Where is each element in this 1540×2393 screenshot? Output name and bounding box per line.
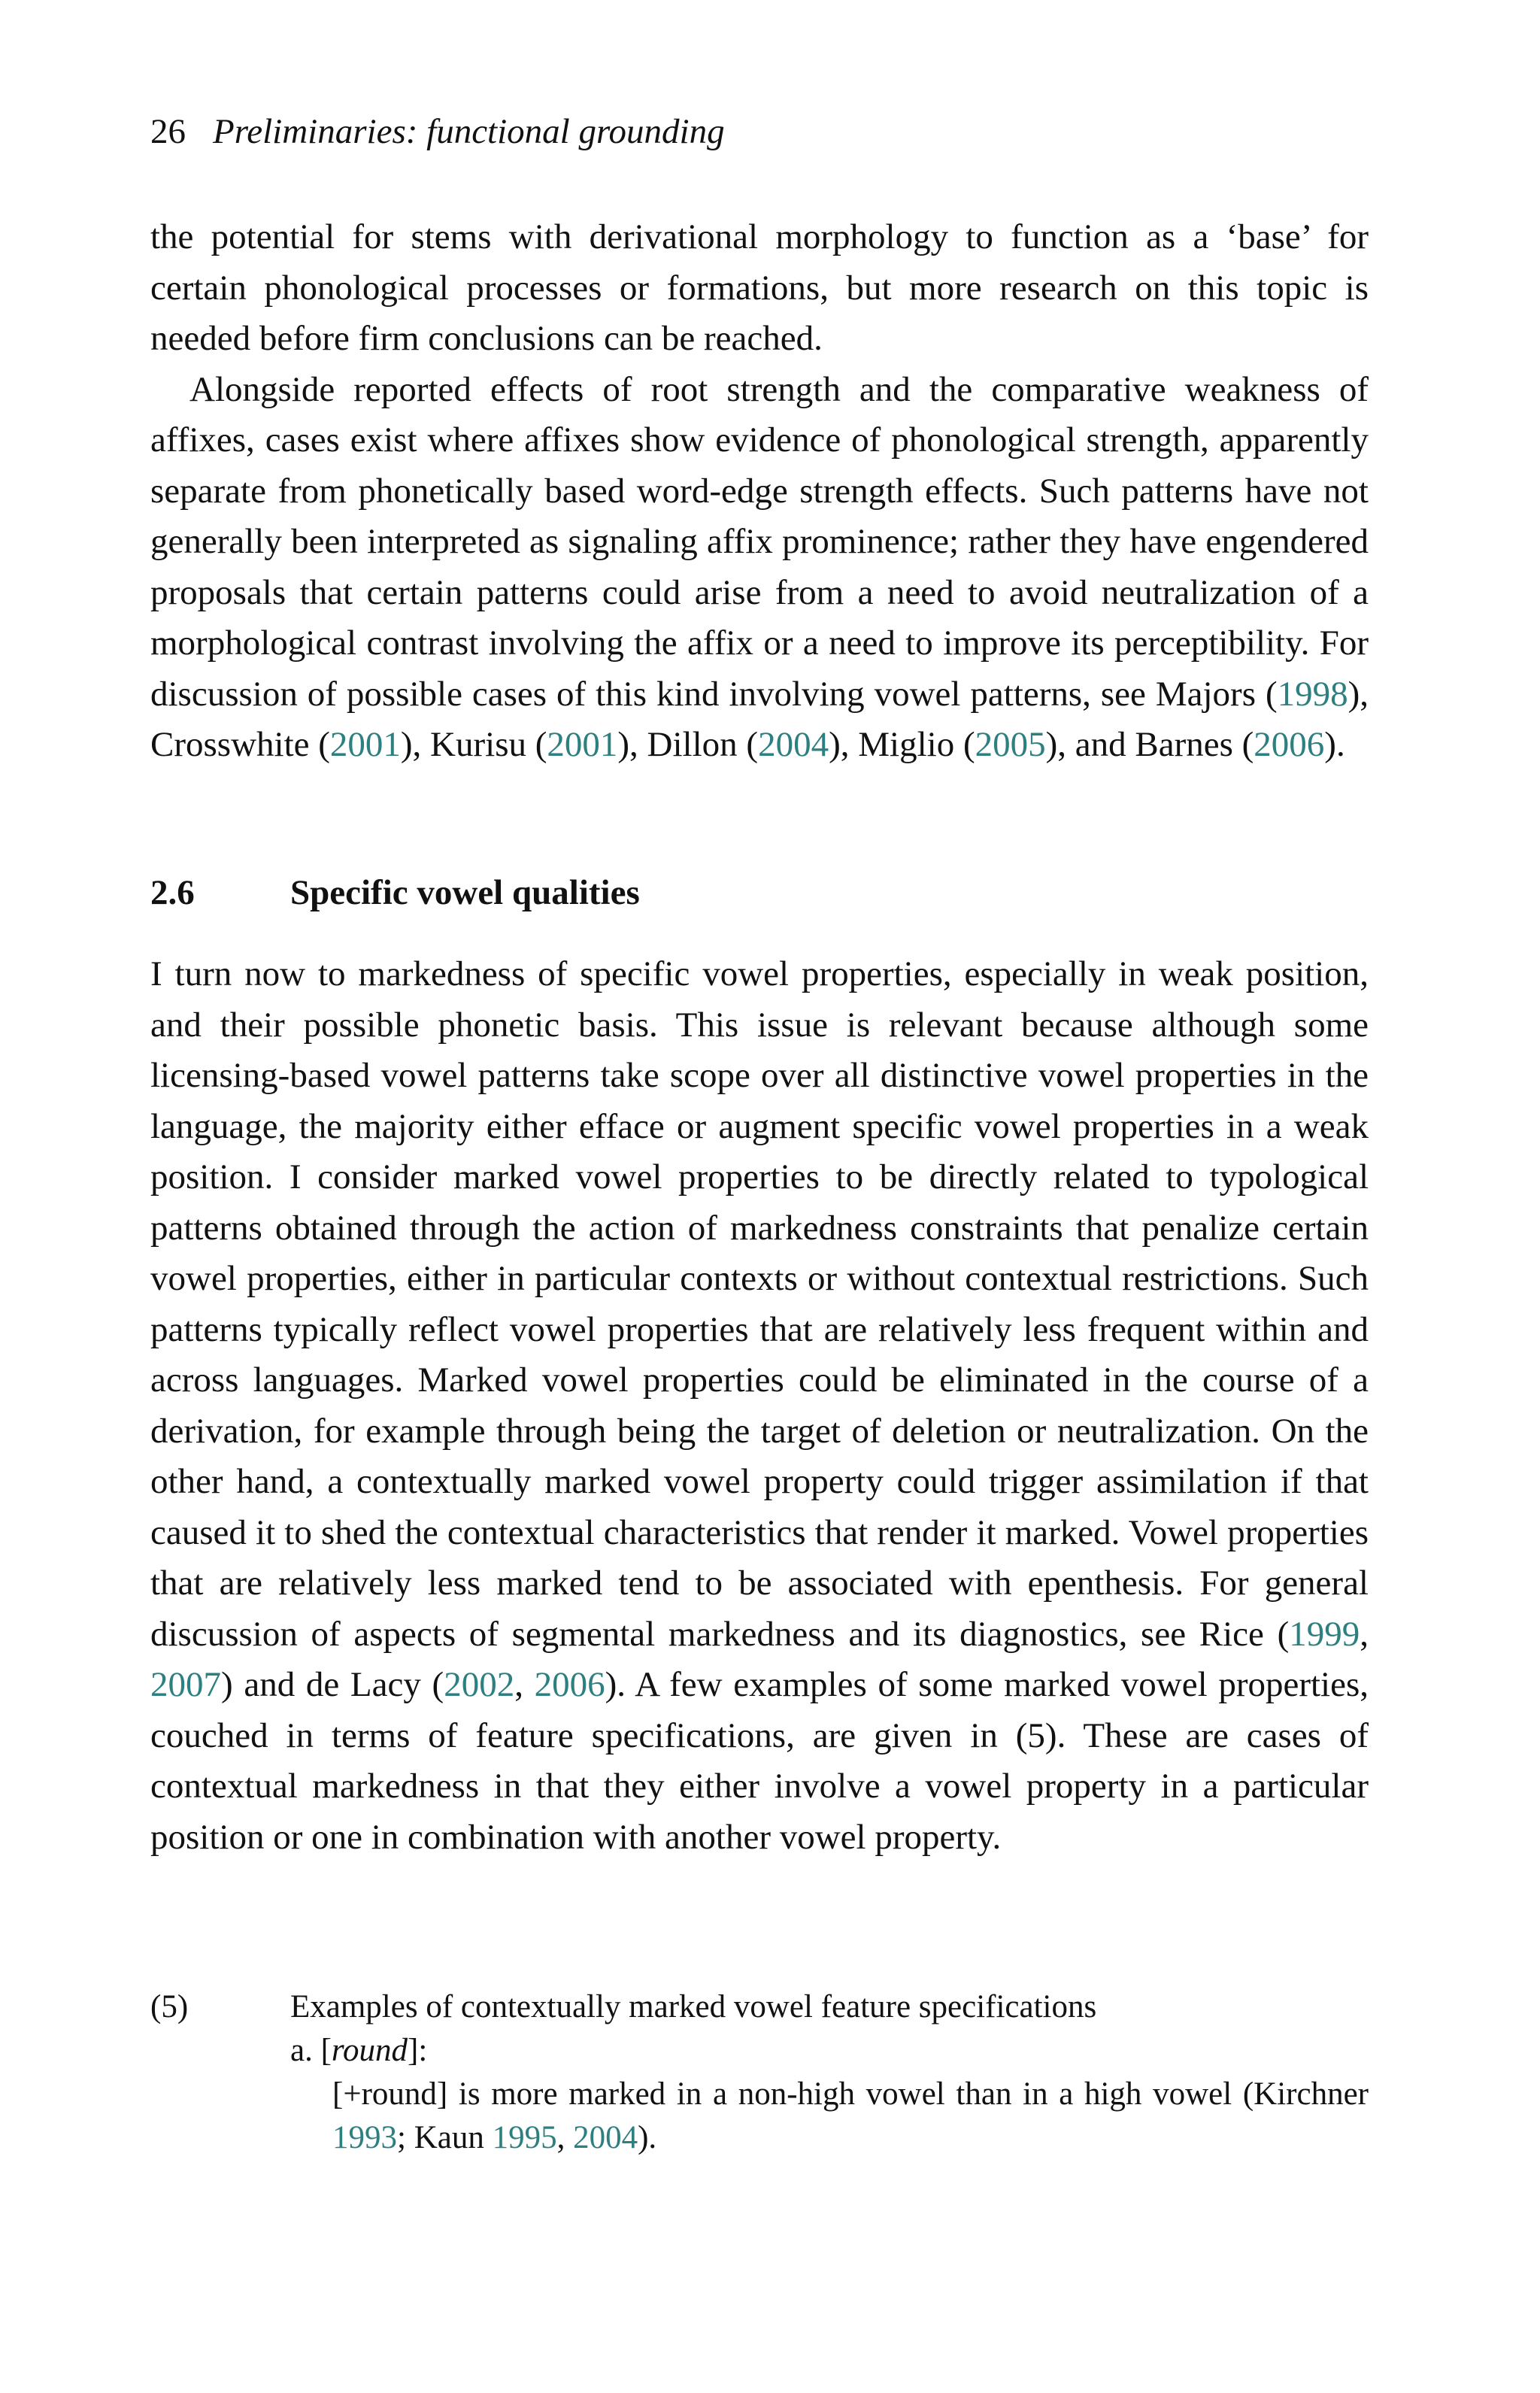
citation-kirchner-1993[interactable]: 1993 — [332, 2120, 397, 2155]
paragraph-2-text: ). — [1324, 725, 1345, 764]
citation-crosswhite-2001[interactable]: 2001 — [329, 725, 401, 764]
citation-kaun-2004[interactable]: 2004 — [573, 2120, 638, 2155]
example-item-a-body: [+round] is more marked in a non-high vowel than in a high vowel (Kirchner — [332, 2076, 1369, 2112]
example-item-a-feature: round — [331, 2033, 408, 2068]
paragraph-2 — [150, 365, 1369, 771]
example-item-a-label — [290, 2029, 427, 2073]
paragraph-2-text: ), Crosswhite ( — [150, 674, 1369, 764]
paragraph-1-text: the potential for stems with derivational morphology to function as a ‘base’ for certain phonological processes or formations, but more research on this topic is needed before firm conclusions can be reached. — [150, 217, 1369, 358]
example-item-a-body: ; Kaun — [397, 2120, 493, 2155]
paragraph-3-text: ) and de Lacy ( — [221, 1665, 444, 1704]
section-number: 2.6 — [150, 873, 195, 912]
example-item-a-body: ). — [638, 2120, 657, 2155]
paragraph-3-text: I turn now to markedness of specific vowel properties, especially in weak position, and their possible phonetic basis. This issue is relevant because although some licensing-based vowel patterns take scope over all distinctive vowel properties in the language, the majority either efface or augment specific vowel properties in a weak position. I consider marked vowel properties to be directly related to typological patterns obtained through the action of markedness constraints that penalize certain vowel properties, either in particular contexts or without contextual restrictions. Such patterns typically reflect vowel properties that are relatively less frequent within and across languages. Marked vowel properties could be eliminated in the course of a derivation, for example through being the target of deletion or neutralization. On the other hand, a contextually marked vowel property could trigger assimilation if that caused it to shed the contextual characteristics that render it marked. Vowel properties that are relatively less marked tend to be associated with epenthesis. For general discussion of aspects of segmental markedness and its diagnostics, see Rice ( — [150, 954, 1369, 1654]
paragraph-2-text: Alongside reported effects of root strength and the comparative weakness of affixes, cases exist where affixes show evidence of phonological strength, apparently separate from phonetically based word-edge strength effects. Such patterns have not generally been interpreted as signaling affix prominence; rather they have engendered proposals that certain patterns could arise from a need to avoid neutralization of a morphological contrast involving the affix or a need to improve its perceptibility. For discussion of possible cases of this kind involving vowel patterns, see Majors ( — [150, 369, 1369, 714]
citation-rice-1999[interactable]: 1999 — [1289, 1614, 1360, 1654]
citation-kurisu-2001[interactable]: 2001 — [547, 725, 618, 764]
section-heading — [150, 875, 640, 911]
paragraph-2-text: ), Miglio ( — [829, 725, 975, 764]
example-title: Examples of contextually marked vowel feature specifications — [290, 1989, 1097, 2024]
citation-barnes-2006[interactable]: 2006 — [1254, 725, 1325, 764]
body-text-top — [150, 212, 1369, 771]
running-head-title: Preliminaries: functional grounding — [213, 112, 725, 151]
example-number: (5) — [150, 1989, 189, 2024]
paragraph-2-text: ), Dillon ( — [617, 725, 759, 764]
running-head — [150, 114, 725, 150]
paragraph-1 — [150, 212, 1369, 365]
paragraph-3 — [150, 949, 1369, 1863]
example-item-a-body: , — [556, 2120, 574, 2155]
citation-delacy-2006[interactable]: 2006 — [534, 1665, 605, 1704]
paragraph-3-text: , — [514, 1665, 535, 1704]
example-item-a-suffix: ]: — [408, 2033, 428, 2068]
example-item-a-prefix: a. [ — [290, 2033, 332, 2068]
section-title: Specific vowel qualities — [290, 873, 640, 912]
paragraph-3-text: ). A few examples of some marked vowel properties, couched in terms of feature specifications, are given in (5). These are cases of contextual markedness in that they either involve a vowel property in a particular position or one in combination with another vowel property. — [150, 1665, 1369, 1857]
paragraph-2-text: ), Kurisu ( — [400, 725, 547, 764]
page-number: 26 — [150, 112, 186, 151]
paragraph-3-text: , — [1360, 1614, 1369, 1654]
citation-dillon-2004[interactable]: 2004 — [758, 725, 829, 764]
citation-rice-2007[interactable]: 2007 — [150, 1665, 221, 1704]
citation-kaun-1995[interactable]: 1995 — [492, 2120, 557, 2155]
paragraph-2-text: ), and Barnes ( — [1045, 725, 1254, 764]
example-item-a-text — [332, 2073, 1369, 2160]
citation-majors-1998[interactable]: 1998 — [1277, 674, 1348, 714]
body-text-section — [150, 949, 1369, 1863]
citation-miglio-2005[interactable]: 2005 — [975, 725, 1046, 764]
citation-delacy-2002[interactable]: 2002 — [444, 1665, 515, 1704]
